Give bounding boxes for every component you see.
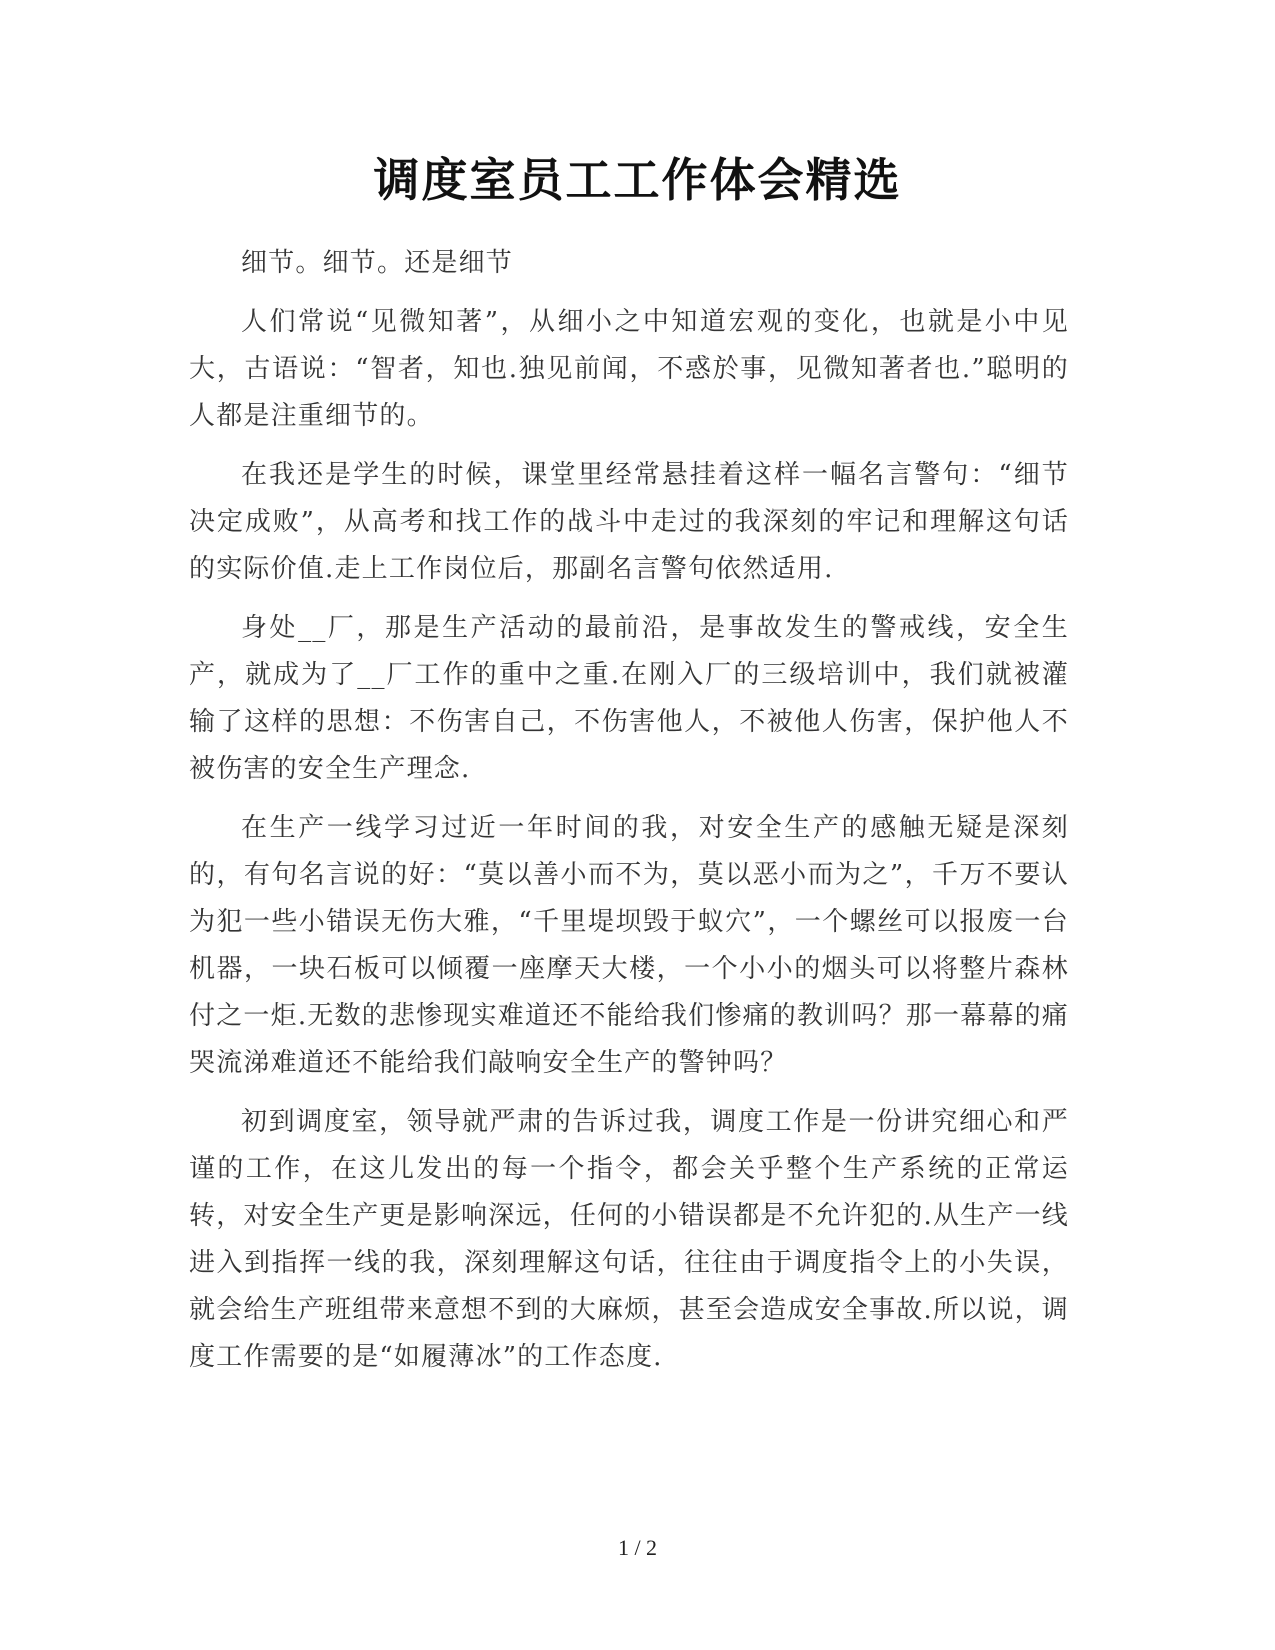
- paragraph-3: 在我还是学生的时候，课堂里经常悬挂着这样一幅名言警句：“细节决定成败”，从高考和找工作的战斗中走过的我深刻的牢记和理解这句话的实际价值.走上工作岗位后，那副名言警句依然适用.: [189, 460, 1069, 584]
- document-title: 调度室员工工作体会精选: [373, 153, 902, 207]
- document-body: [189, 240, 1069, 1393]
- paragraph-1: 细节。细节。还是细节: [241, 248, 514, 278]
- paragraph-4: 身处__厂，那是生产活动的最前沿，是事故发生的警戒线，安全生产，就成为了__厂工作的重中之重.在刚入厂的三级培训中，我们就被灌输了这样的思想：不伤害自己，不伤害他人，不被他人伤害，保护他人不被伤害的安全生产理念.: [189, 613, 1069, 784]
- page-number: 1 / 2: [617, 1535, 658, 1560]
- paragraph-2: 人们常说“见微知著”，从细小之中知道宏观的变化，也就是小中见大，古语说：“智者，知也.独见前闻，不惑於事，见微知著者也.”聪明的人都是注重细节的。: [189, 307, 1069, 431]
- paragraph-6: 初到调度室，领导就严肃的告诉过我，调度工作是一份讲究细心和严谨的工作，在这儿发出的每一个指令，都会关乎整个生产系统的正常运转，对安全生产更是影响深远，任何的小错误都是不允许犯的.从生产一线进入到指挥一线的我，深刻理解这句话，往往由于调度指令上的小失误，就会给生产班组带来意想不到的大麻烦，甚至会造成安全事故.所以说，调度工作需要的是“如履薄冰”的工作态度.: [189, 1107, 1069, 1372]
- paragraph-5: 在生产一线学习过近一年时间的我，对安全生产的感触无疑是深刻的，有句名言说的好：“莫以善小而不为，莫以恶小而为之”，千万不要认为犯一些小错误无伤大雅，“千里堤坝毁于蚁穴”，一个螺丝可以报废一台机器，一块石板可以倾覆一座摩天大楼，一个小小的烟头可以将整片森林付之一炬.无数的悲惨现实难道还不能给我们惨痛的教训吗？那一幕幕的痛哭流涕难道还不能给我们敲响安全生产的警钟吗？: [189, 813, 1069, 1078]
